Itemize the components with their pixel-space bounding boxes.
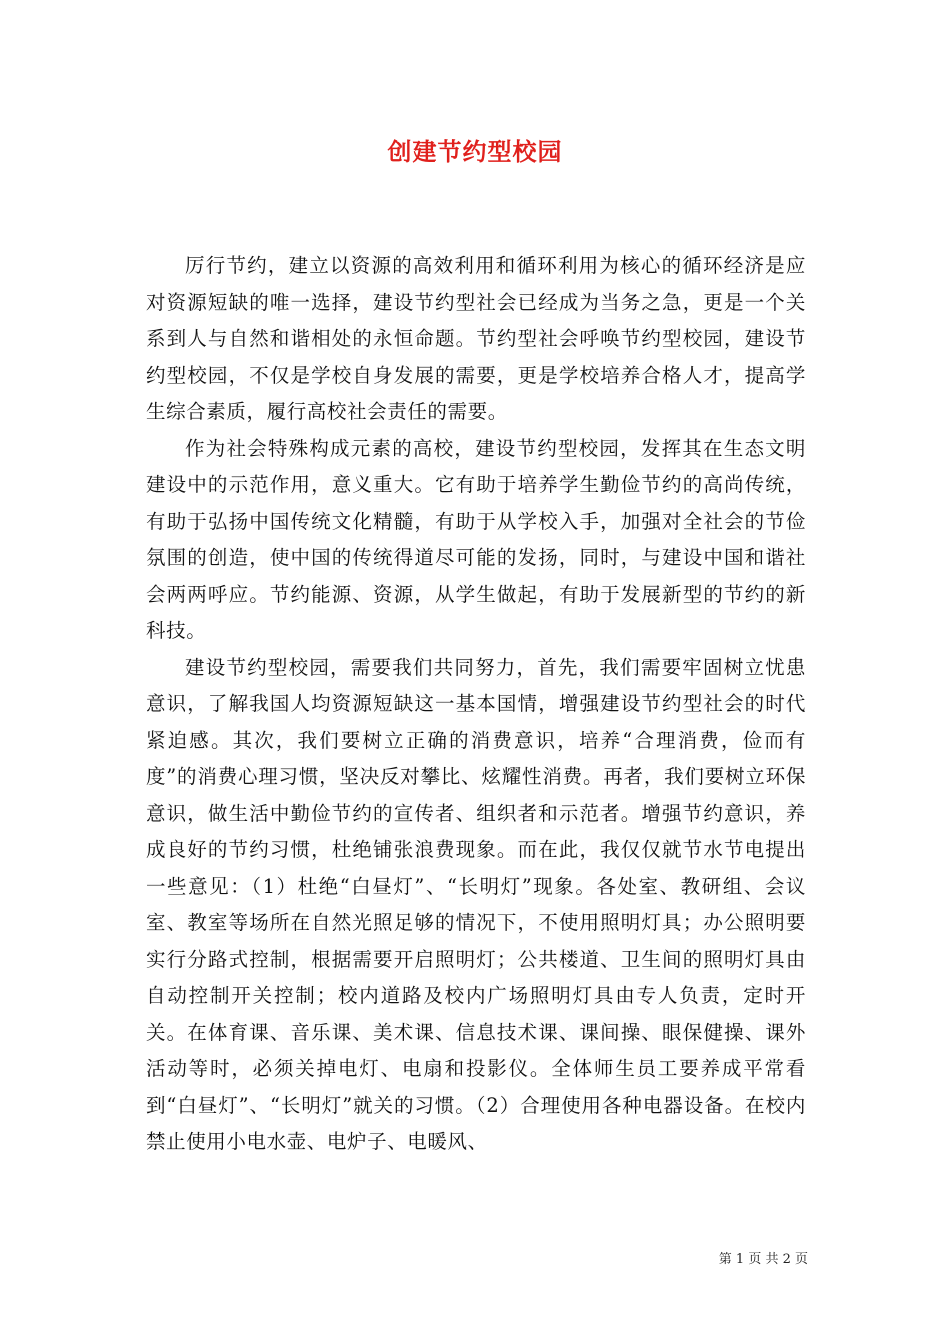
document-title: 创建节约型校园 (387, 137, 563, 166)
page-number-footer: 第 1 页 共 2 页 (718, 1252, 808, 1267)
paragraph-1: 厉行节约，建立以资源的高效利用和循环利用为核心的循环经济是应对资源短缺的唯一选择，建设节约型社会已经成为当务之急，更是一个关系到人与自然和谐相处的永恒命题。节约型社会呼唤节约型校园，建设节约型校园，不仅是学校自身发展的需要，更是学校培养合格人才，提高学生综合素质，履行高校社会责任的需要。 (146, 254, 806, 423)
document-body (146, 248, 806, 1161)
paragraph-2: 作为社会特殊构成元素的高校，建设节约型校园，发挥其在生态文明建设中的示范作用，意义重大。它有助于培养学生勤俭节约的高尚传统，有助于弘扬中国传统文化精髓，有助于从学校入手，加强对全社会的节俭氛围的创造，使中国的传统得道尽可能的发扬，同时，与建设中国和谐社会两两呼应。节约能源、资源，从学生做起，有助于发展新型的节约的新科技。 (146, 436, 806, 642)
paragraph-3: 建设节约型校园，需要我们共同努力，首先，我们需要牢固树立忧患意识，了解我国人均资源短缺这一基本国情，增强建设节约型社会的时代紧迫感。其次，我们要树立正确的消费意识，培养“合理消费，俭而有度”的消费心理习惯，坚决反对攀比、炫耀性消费。再者，我们要树立环保意识，做生活中勤俭节约的宣传者、组织者和示范者。增强节约意识，养成良好的节约习惯，杜绝铺张浪费现象。而在此，我仅仅就节水节电提出一些意见：（1）杜绝“白昼灯”、“长明灯”现象。各处室、教研组、会议室、教室等场所在自然光照足够的情况下，不使用照明灯具；办公照明要实行分路式控制，根据需要开启照明灯；公共楼道、卫生间的照明灯具由自动控制开关控制；校内道路及校内广场照明灯具由专人负责，定时开关。在体育课、音乐课、美术课、信息技术课、课间操、眼保健操、课外活动等时，必须关掉电灯、电扇和投影仪。全体师生员工要养成平常看到“白昼灯”、“长明灯”就关的习惯。（2）合理使用各种电器设备。在校内禁止使用小电水壶、电炉子、电暖风、 (146, 655, 806, 1153)
